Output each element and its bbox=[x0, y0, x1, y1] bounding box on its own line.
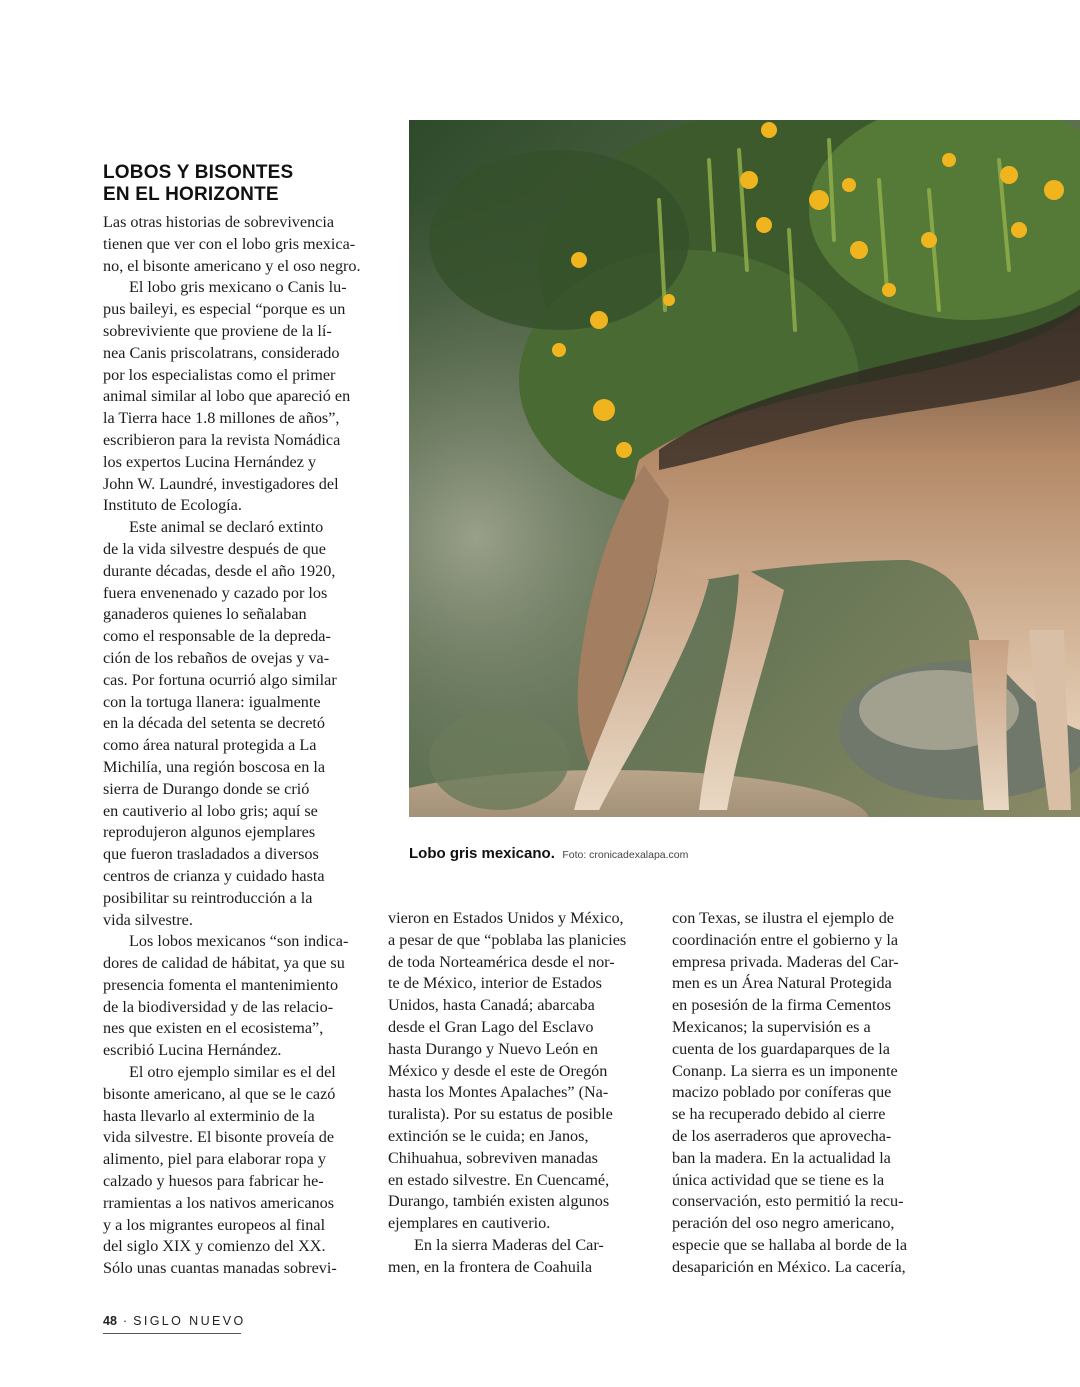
text-line: durante décadas, desde el año 1920, bbox=[103, 561, 336, 580]
text-line: dores de calidad de hábitat, ya que su bbox=[103, 954, 345, 973]
text-line: men es un Área Natural Protegida bbox=[672, 974, 892, 993]
wolf-photo bbox=[409, 120, 1080, 817]
text-line: conservación, esto permitió la recu- bbox=[672, 1192, 904, 1211]
text-line: coordinación entre el gobierno y la bbox=[672, 930, 899, 949]
text-line: escribió Lucina Hernández. bbox=[103, 1041, 282, 1060]
text-line: Mexicanos; la supervisión es a bbox=[672, 1017, 871, 1036]
text-line: que fueron trasladados a diversos bbox=[103, 845, 319, 864]
folio-separator: · bbox=[122, 1314, 128, 1328]
text-line: desde el Gran Lago del Esclavo bbox=[388, 1017, 594, 1036]
page-number: 48 bbox=[103, 1314, 117, 1328]
magazine-name: SIGLO NUEVO bbox=[133, 1314, 246, 1328]
text-line: alimento, piel para elaborar ropa y bbox=[103, 1150, 326, 1169]
text-line: de toda Norteamérica desde el nor- bbox=[388, 952, 615, 971]
text-line: en la década del setenta se decretó bbox=[103, 714, 326, 733]
photo-caption bbox=[409, 845, 688, 863]
text-line: de la biodiversidad y de las relacio- bbox=[103, 997, 334, 1016]
text-line: empresa privada. Maderas del Car- bbox=[672, 952, 899, 971]
text-line: turalista). Por su estatus de posible bbox=[388, 1105, 613, 1124]
text-line: del siglo XIX y comienzo del XX. bbox=[103, 1237, 326, 1256]
text-line: en cautiverio al lobo gris; aquí se bbox=[103, 801, 318, 820]
text-column-3 bbox=[672, 908, 940, 1279]
text-line: sobreviviente que proviene de la lí- bbox=[103, 321, 332, 340]
text-line: la Tierra hace 1.8 millones de años”, bbox=[103, 409, 340, 428]
text-line: se ha recuperado debido al cierre bbox=[672, 1105, 886, 1124]
text-line: nea Canis priscolatrans, considerado bbox=[103, 343, 340, 362]
text-line: fuera envenenado y cazado por los bbox=[103, 583, 328, 602]
text-line: animal similar al lobo que apareció en bbox=[103, 387, 351, 406]
text-line: Unidos, hasta Canadá; abarcaba bbox=[388, 996, 595, 1015]
text-line: por los especialistas como el primer bbox=[103, 365, 336, 384]
text-line: Chihuahua, sobreviven manadas bbox=[388, 1148, 598, 1167]
caption-credit: Foto: cronicadexalapa.com bbox=[562, 849, 689, 861]
text-line: con la tortuga llanera: igualmente bbox=[103, 692, 321, 711]
text-line: ganaderos quienes lo señalaban bbox=[103, 605, 307, 624]
text-line: men, en la frontera de Coahuila bbox=[388, 1257, 593, 1276]
text-line: tienen que ver con el lobo gris mexica- bbox=[103, 234, 356, 253]
text-line: hasta llevarlo al exterminio de la bbox=[103, 1106, 315, 1125]
text-line: hasta Durango y Nuevo León en bbox=[388, 1039, 598, 1058]
text-line: Michilía, una región boscosa en la bbox=[103, 757, 326, 776]
text-line: peración del oso negro americano, bbox=[672, 1214, 895, 1233]
text-line: hasta los Montes Apalaches” (Na- bbox=[388, 1083, 609, 1102]
text-line: centros de crianza y cuidado hasta bbox=[103, 866, 325, 885]
text-line: Conanp. La sierra es un imponente bbox=[672, 1061, 898, 1080]
text-line: de la vida silvestre después de que bbox=[103, 539, 326, 558]
text-line: los expertos Lucina Hernández y bbox=[103, 452, 317, 471]
text-line: bisonte americano, al que se le cazó bbox=[103, 1084, 336, 1103]
text-line: Instituto de Ecología. bbox=[103, 496, 242, 515]
text-line: cuenta de los guardaparques de la bbox=[672, 1039, 890, 1058]
text-column-2 bbox=[388, 908, 656, 1279]
text-line: no, el bisonte americano y el oso negro. bbox=[103, 256, 361, 275]
text-line: pus baileyi, es especial “porque es un bbox=[103, 300, 346, 319]
text-line: de los aserraderos que aprovecha- bbox=[672, 1126, 892, 1145]
text-line: a pesar de que “poblaba las planicies bbox=[388, 930, 627, 949]
text-line: ción de los rebaños de ovejas y va- bbox=[103, 648, 330, 667]
text-line: reprodujeron algunos ejemplares bbox=[103, 823, 316, 842]
text-line: en posesión de la firma Cementos bbox=[672, 996, 891, 1015]
text-line: y a los migrantes europeos al final bbox=[103, 1215, 326, 1234]
text-line: presencia fomenta el mantenimiento bbox=[103, 975, 339, 994]
text-line: En la sierra Maderas del Car- bbox=[414, 1235, 604, 1254]
text-line: vida silvestre. El bisonte proveía de bbox=[103, 1128, 335, 1147]
text-line: como área natural protegida a La bbox=[103, 736, 317, 755]
text-line: extinción se le cuida; en Janos, bbox=[388, 1126, 589, 1145]
text-column-1 bbox=[103, 212, 371, 1280]
text-line: te de México, interior de Estados bbox=[388, 974, 602, 993]
text-line: ejemplares en cautiverio. bbox=[388, 1214, 551, 1233]
wolf-illustration bbox=[409, 120, 1080, 817]
text-line: Este animal se declaró extinto bbox=[129, 518, 324, 537]
text-line: México y desde el este de Oregón bbox=[388, 1061, 608, 1080]
text-line: Las otras historias de sobrevivencia bbox=[103, 213, 335, 231]
heading-line-2: EN EL HORIZONTE bbox=[103, 183, 279, 205]
text-line: especie que se hallaba al borde de la bbox=[672, 1235, 908, 1254]
text-line: con Texas, se ilustra el ejemplo de bbox=[672, 909, 894, 927]
text-line: El otro ejemplo similar es el del bbox=[129, 1063, 336, 1082]
text-line: Los lobos mexicanos “son indica- bbox=[129, 932, 349, 951]
text-line: ban la madera. En la actualidad la bbox=[672, 1148, 891, 1167]
heading-line-1: LOBOS Y BISONTES bbox=[103, 161, 294, 183]
text-line: desaparición en México. La cacería, bbox=[672, 1257, 906, 1276]
text-line: calzado y huesos para fabricar he- bbox=[103, 1172, 324, 1191]
section-heading bbox=[103, 162, 363, 206]
text-line: posibilitar su reintroducción a la bbox=[103, 888, 313, 907]
text-line: como el responsable de la depreda- bbox=[103, 627, 331, 646]
text-line: vieron en Estados Unidos y México, bbox=[388, 909, 624, 927]
caption-title: Lobo gris mexicano. bbox=[409, 845, 555, 862]
text-line: en estado silvestre. En Cuencamé, bbox=[388, 1170, 610, 1189]
text-line: escribieron para la revista Nomádica bbox=[103, 430, 341, 449]
text-line: macizo poblado por coníferas que bbox=[672, 1083, 892, 1102]
text-line: única actividad que se tiene es la bbox=[672, 1170, 885, 1189]
text-line: cas. Por fortuna ocurrió algo similar bbox=[103, 670, 337, 689]
text-line: vida silvestre. bbox=[103, 910, 193, 929]
text-line: John W. Laundré, investigadores del bbox=[103, 474, 339, 493]
text-line: sierra de Durango donde se crió bbox=[103, 779, 310, 798]
text-line: Durango, también existen algunos bbox=[388, 1192, 610, 1211]
text-line: Sólo unas cuantas manadas sobrevi- bbox=[103, 1259, 337, 1278]
text-line: rramientas a los nativos americanos bbox=[103, 1193, 335, 1212]
page-folio bbox=[103, 1314, 246, 1334]
text-line: El lobo gris mexicano o Canis lu- bbox=[129, 278, 347, 297]
text-line: nes que existen en el ecosistema”, bbox=[103, 1019, 324, 1038]
